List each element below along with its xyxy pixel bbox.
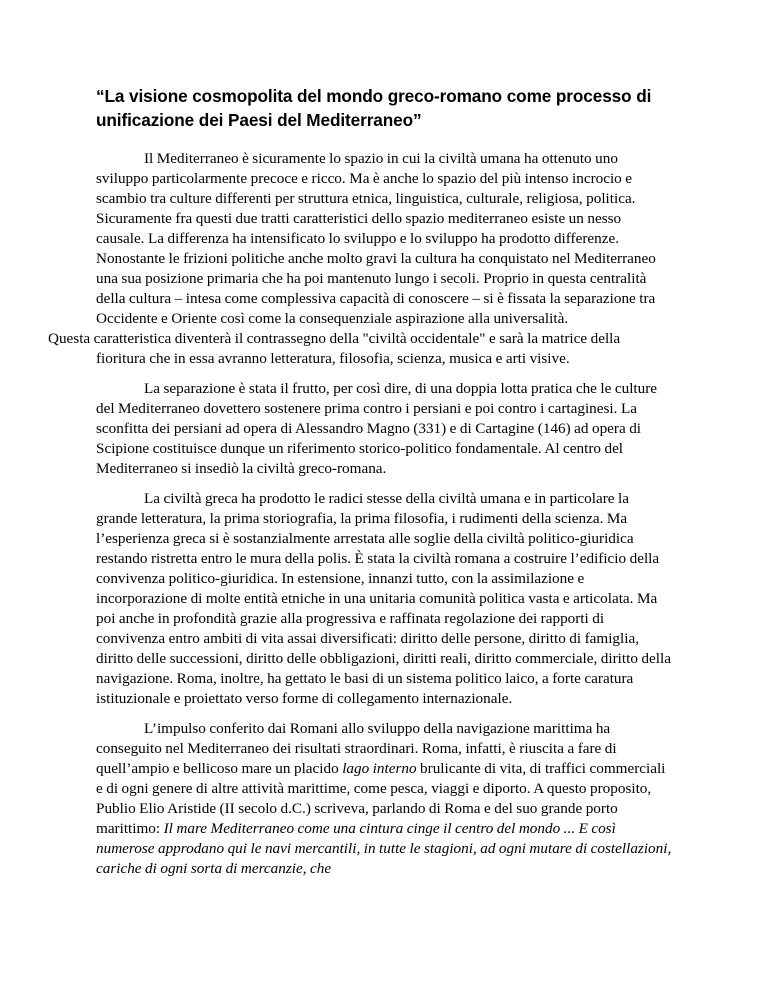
paragraph-1-text: Il Mediterraneo è sicuramente lo spazio in cui la civiltà umana ha ottenuto uno sviluppo particolarmente precoce e ricco. Ma è anche lo spazio del più intenso incrocio e scambio tra culture differenti per struttura etnica, linguistica, culturale, religiosa, politica. Sicuramente fra questi due tratti caratteristici dello spazio mediterraneo esiste un nesso causale. La differenza ha intensificato lo sviluppo e lo sviluppo ha prodotto differenze. Nonostante le frizioni politiche anche molto gravi la cultura ha conquistato nel Mediterraneo una sua posizione primaria che ha poi mantenuto lungo i secoli. Proprio in questa centralità della cultura – intesa come complessiva capacità di conoscere – si è fissata la separazione tra Occidente e Oriente così come la consequenziale aspirazione alla universalità. — [96, 150, 656, 327]
paragraph-3: La civiltà greca ha prodotto le radici stesse della civiltà umana e in particolare la grande letteratura, la prima storiografia, la prima filosofia, i rudimenti della scienza. Ma l’esperienza greca si è sostanzialmente arrestata alle soglie della civiltà politico-giuridica restando ristretta entro le mura della polis. È stata la civiltà romana a costruire l’edificio della convivenza politico-giuridica. In estensione, innanzi tutto, con la assimilazione e incorporazione di molte entità etniche in una unitaria comunità politica vasta e articolata. Ma poi anche in profondità grazie alla progressiva e raffinata regolazione dei rapporti di convivenza entro ambiti di vita assai diversificati: diritto delle persone, diritto di famiglia, diritto delle successioni, diritto delle obbligazioni, diritti reali, diritto commerciale, diritto della navigazione. Roma, inoltre, ha gettato le basi di un sistema politico laico, a forte caratura istituzionale e proiettato verso forme di collegamento internazionale. — [96, 490, 671, 707]
paragraph-4-part-2: brulicante di vita, di traffici commerciali e di ogni genere di altre attività marittime, come pesca, viaggi e diporto. A questo proposito, Publio Elio Aristide (II secolo d.C.) scriveva, parlando di Roma e del suo grande porto marittimo: — [96, 760, 666, 837]
paragraph-2: La separazione è stata il frutto, per così dire, di una doppia lotta pratica che le culture del Mediterraneo dovettero sostenere prima contro i persiani e poi contro i cartaginesi. La sconfitta dei persiani ad opera di Alessandro Magno (331) e di Cartagine (146) ad opera di Scipione costituisce dunque un riferimento storico-politico fondamentale. Al centro del Mediterraneo si insediò la civiltà greco-romana. — [96, 380, 658, 477]
paragraph-1-continuation: Questa caratteristica diventerà il contrassegno della "civiltà occidentale" e sarà la matrice della fioritura che in essa avranno letteratura, filosofia, scienza, musica e arti visive. — [48, 330, 621, 367]
paragraph-4-italic-1: lago interno — [342, 760, 417, 777]
title-line-2: unificazione dei Paesi del Mediterraneo” — [96, 110, 422, 130]
paragraph-4-italic-2: Il mare Mediterraneo come una cintura cinge il centro del mondo ... E così numerose approdano qui le navi mercantili, in tutte le stagioni, ad ogni mutare di costellazioni, cariche di ogni sorta di mercanzie, che — [96, 820, 672, 877]
document-title — [96, 84, 672, 132]
paragraph-4 — [96, 719, 672, 879]
paragraph-4-part-1: L’impulso conferito dai Romani allo sviluppo della navigazione marittima ha conseguito nel Mediterraneo dei risultati straordinari. Roma, infatti, è riuscita a fare di quell’ampio e bellicoso mare un placido — [96, 720, 617, 777]
paragraph-1 — [48, 149, 672, 369]
title-line-1: “La visione cosmopolita del mondo greco-romano come processo di — [96, 86, 652, 106]
